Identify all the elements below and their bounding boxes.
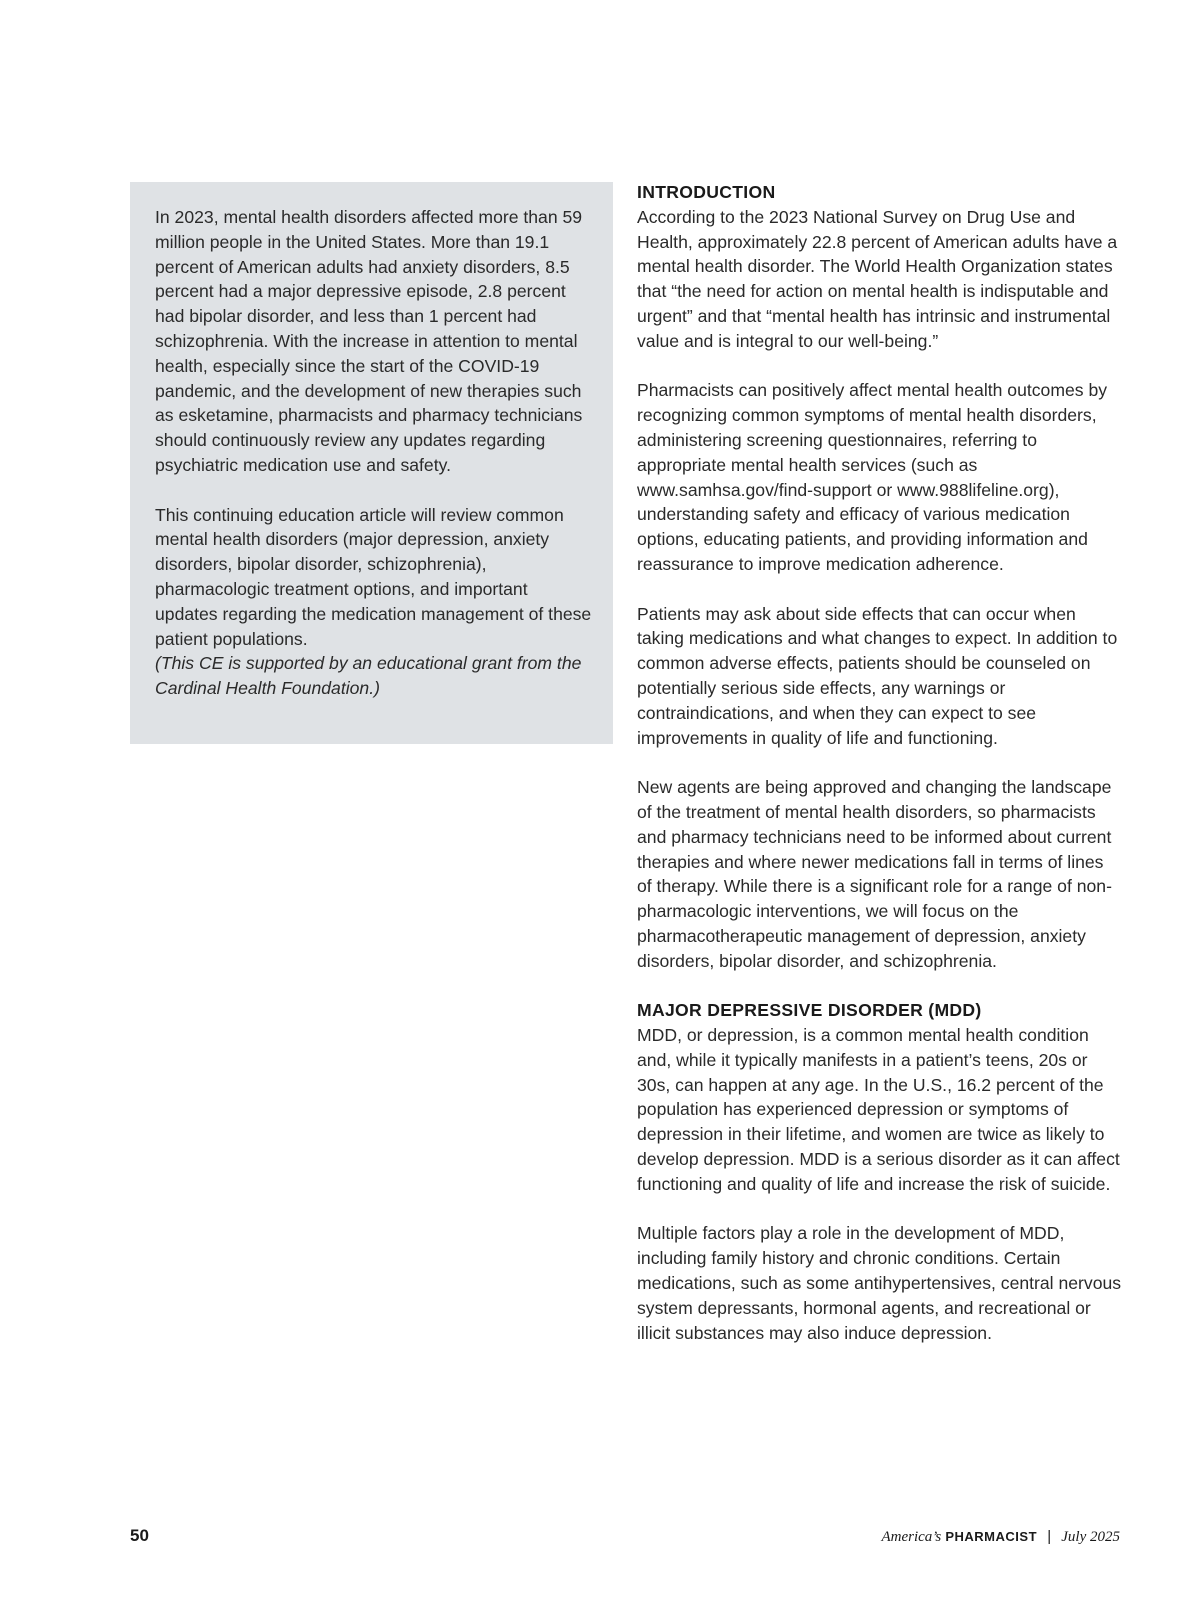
mdd-paragraph-2: Multiple factors play a role in the development of MDD, including family history and chronic conditions. Certain medications, such as some antihypertensives, central nervous system depressants, hormonal agents, and recreational or illicit substances may also induce depression. [637,1223,1122,1343]
magazine-prefix: America’s [881,1529,942,1545]
article-main-column [637,180,1123,1370]
mdd-heading: MAJOR DEPRESSIVE DISORDER (MDD) [637,1000,982,1021]
summary-paragraph-2 [155,503,593,701]
magazine-footer [881,1528,1120,1546]
footer-separator: | [1047,1528,1052,1545]
sponsor-credit: (This CE is supported by an educational grant from the Cardinal Health Foundation.) [155,653,582,699]
issue-date: July 2025 [1061,1529,1120,1545]
introduction-paragraph-4: New agents are being approved and changing the landscape of the treatment of mental health disorders, so pharmacists and pharmacy technicians need to be informed about current therapies and where newer medications fall in terms of lines of therapy. While there is a significant role for a range of non-pharmacologic interventions, we will focus on the pharmacotherapeutic management of depression, anxiety disorders, bipolar disorder, and schizophrenia. [637,777,1112,971]
page-number: 50 [130,1526,149,1545]
summary-paragraph-2-text: This continuing education article will review common mental health disorders (major depression, anxiety disorders, bipolar disorder, schizophrenia), pharmacologic treatment options, and important updates regarding the medication management of these patient populations. [155,504,592,649]
intro-summary-box [130,182,613,744]
introduction-paragraph-2: Pharmacists can positively affect mental health outcomes by recognizing common symptoms of mental health disorders, administering screening questionnaires, referring to appropriate mental health services (such as www.samhsa.gov/find-support or www.988lifeline.org), understanding safety and efficacy of various medication options, educating patients, and providing information and reassurance to improve medication adherence. [637,380,1108,574]
mdd-paragraph-1: MDD, or depression, is a common mental health condition and, while it typically manifests in a patient’s teens, 20s or 30s, can happen at any age. In the U.S., 16.2 percent of the population has experienced depression or symptoms of depression in their lifetime, and women are twice as likely to develop depression. MDD is a serious disorder as it can affect functioning and quality of life and increase the risk of suicide. [637,1025,1120,1194]
introduction-paragraph-1: According to the 2023 National Survey on Drug Use and Health, approximately 22.8 percent of American adults have a mental health disorder. The World Health Organization states that “the need for action on mental health is indisputable and urgent” and that “mental health has intrinsic and instrumental value and is integral to our well-being.” [637,206,1118,351]
introduction-paragraph-3: Patients may ask about side effects that can occur when taking medications and what changes to expect. In addition to common adverse effects, patients should be counseled on potentially serious side effects, any warnings or contraindications, and when they can expect to see improvements in quality of life and functioning. [637,603,1118,748]
introduction-heading: INTRODUCTION [637,182,776,202]
summary-paragraph-1: In 2023, mental health disorders affected more than 59 million people in the United States. More than 19.1 percent of American adults had anxiety disorders, 8.5 percent had a major depressive episode, 2.8 percent had bipolar disorder, and less than 1 percent had schizophrenia. With the increase in attention to mental health, especially since the start of the COVID-19 pandemic, and the development of new therapies such as esketamine, pharmacists and pharmacy technicians should continuously review any updates regarding psychiatric medication use and safety. [155,207,583,475]
magazine-name: PHARMACIST [945,1529,1038,1544]
